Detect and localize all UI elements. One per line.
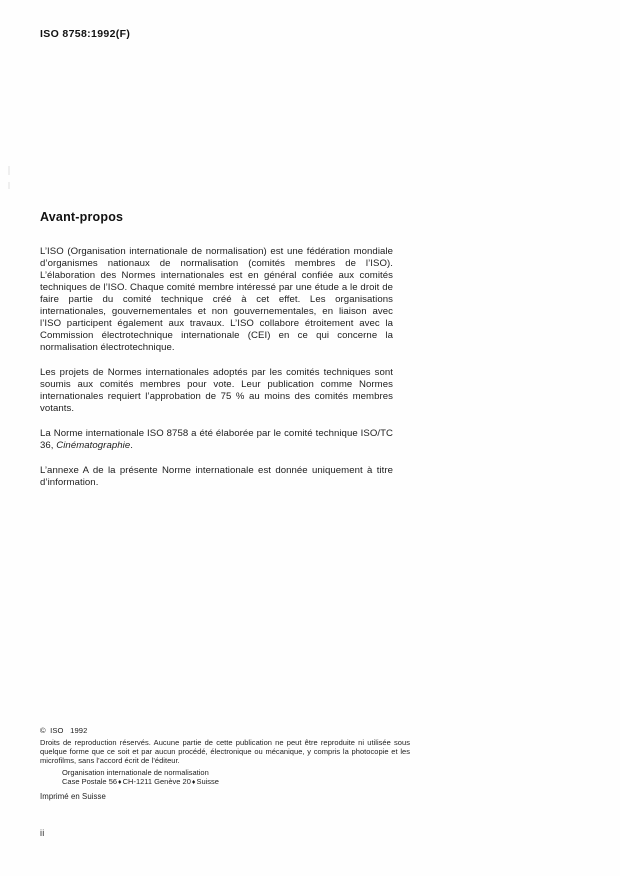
document-header-reference: ISO 8758:1992(F) <box>40 28 131 40</box>
address-city: CH-1211 Genève 20 <box>122 777 191 787</box>
diamond-separator-icon: ♦ <box>191 778 196 786</box>
publisher-organisation-name: Organisation internationale de normalisation <box>62 767 209 777</box>
publisher-address-line <box>62 777 410 787</box>
address-post-box: Case Postale 56 <box>62 777 118 787</box>
foreword-heading: Avant-propos <box>40 210 124 224</box>
diamond-separator-icon: ♦ <box>118 778 122 786</box>
foreword-paragraph-1: L’ISO (Organisation internationale de normalisation) est une fédération mondiale d’organismes nationaux de normalisation (comités membres de l’ISO). L’élaboration des Normes internationales est en général confiée aux comités techniques de l’ISO. Chaque comité membre intéressé par une étude a le droit de faire partie du comité technique créé à cet effet. Les organisations internationales, gouvernementales et non gouvernementales, en liaison avec l’ISO participent également aux travaux. L’ISO collabore étroitement avec la Commission électrotechnique internationale (CEI) en ce qui concerne la normalisation électrotechnique. <box>40 246 393 354</box>
colophon-block <box>40 726 410 801</box>
reproduction-rights-text: Droits de reproduction réservés. Aucune partie de cette publication ne peut être reproduite ni utilisée sous quelque forme que ce soit et par aucun procédé, électronique ou mécanique, y compris la photocopie et les microfilms, sans l’accord écrit de l’éditeur. <box>40 737 410 765</box>
printed-in-statement: Imprimé en Suisse <box>40 792 106 802</box>
foreword-paragraph-committee <box>40 428 393 452</box>
address-country: Suisse <box>196 777 219 787</box>
publisher-address <box>40 768 410 788</box>
foreword-paragraph-2: Les projets de Normes internationales adoptés par les comités techniques sont soumis aux comités membres pour vote. Leur publication comme Normes internationales requiert l’approbation de 75 % au moins des comités membres votants. <box>40 366 393 415</box>
committee-text-tail: . <box>130 439 133 451</box>
copyright-notice: © ISO 1992 <box>40 726 88 735</box>
foreword-paragraph-annex: L’annexe A de la présente Norme internationale est donnée uniquement à titre d’information. <box>40 464 393 488</box>
scan-artifact <box>8 182 10 189</box>
committee-text-lead: La Norme internationale ISO 8758 a été élaborée par le comité technique ISO/TC 36, <box>40 427 393 451</box>
foreword-section <box>40 210 393 489</box>
scan-artifact <box>8 166 10 175</box>
committee-scope-title: Cinématographie <box>56 439 131 451</box>
page-number: ii <box>40 828 45 838</box>
